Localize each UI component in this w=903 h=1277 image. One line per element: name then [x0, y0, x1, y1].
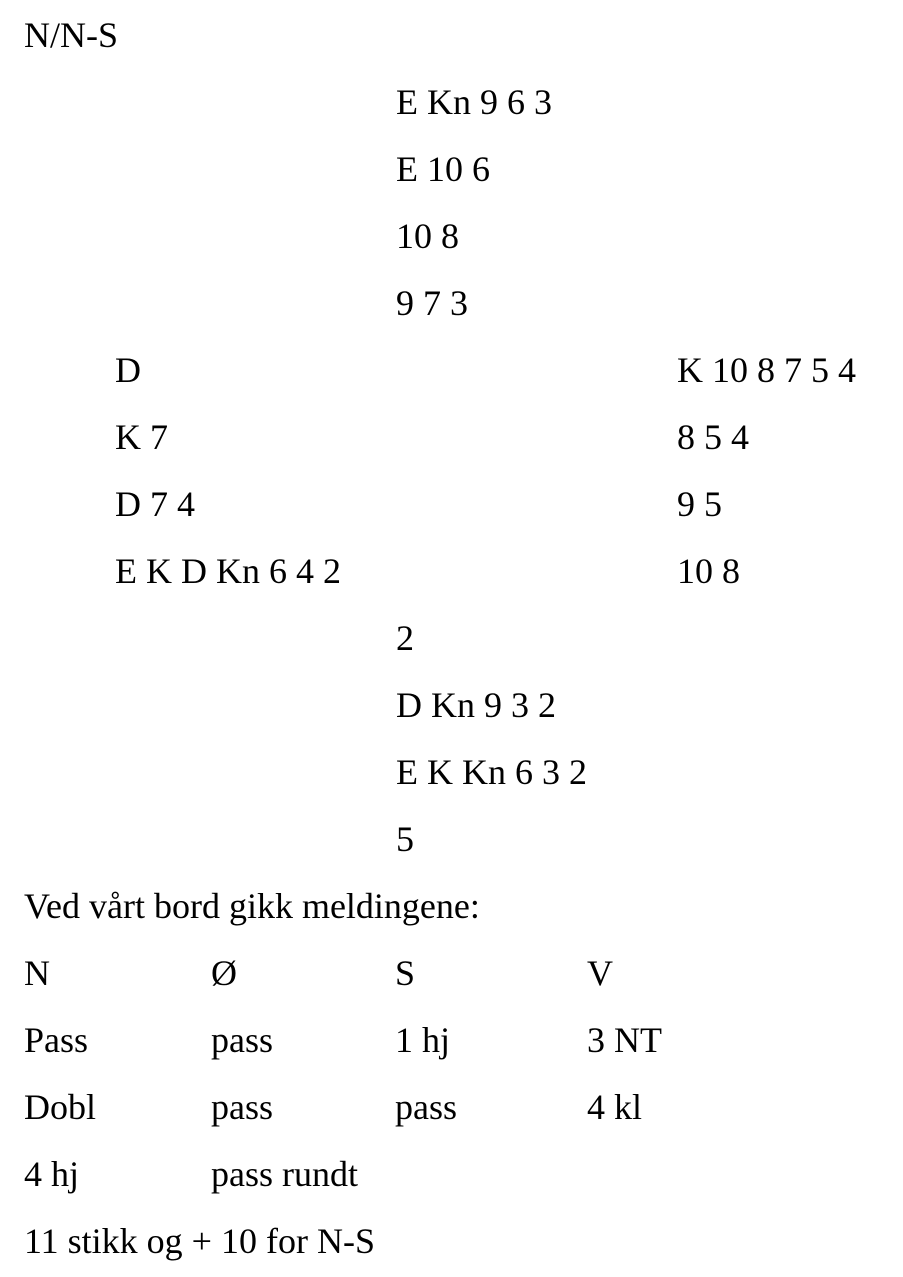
- auction-bid: Dobl: [24, 1087, 96, 1127]
- auction-header-east: Ø: [211, 953, 237, 993]
- west-clubs-line: E K D Kn 6 4 2: [115, 551, 341, 591]
- auction-row: [24, 1007, 903, 1074]
- auction-bid: pass: [211, 1020, 273, 1060]
- west-east-row: [0, 538, 903, 605]
- south-spades-line: 2: [396, 618, 414, 658]
- auction-bid: pass: [395, 1087, 457, 1127]
- south-diamonds-line: E K Kn 6 3 2: [396, 752, 587, 792]
- north-clubs-line: 9 7 3: [396, 283, 468, 323]
- auction-bid: Pass: [24, 1020, 89, 1060]
- auction-bid: 4 kl: [587, 1087, 643, 1127]
- south-hearts-line: D Kn 9 3 2: [396, 685, 556, 725]
- auction-bid: pass: [211, 1087, 273, 1127]
- west-hearts-line: K 7: [115, 417, 168, 457]
- auction-header-south: S: [395, 953, 416, 993]
- auction-header-row: [24, 940, 903, 1007]
- auction-header-north: N: [24, 953, 50, 993]
- result-line: 11 stikk og + 10 for N-S: [24, 1221, 375, 1261]
- north-hand: [0, 69, 903, 337]
- vulnerability-label: N/N-S: [24, 15, 119, 55]
- auction-bid: [395, 1141, 587, 1208]
- east-clubs-line: 10 8: [677, 551, 740, 591]
- auction-intro: Ved vårt bord gikk meldingene:: [24, 886, 480, 926]
- auction-bid: 1 hj: [395, 1020, 451, 1060]
- auction-header-west: V: [587, 953, 613, 993]
- auction-table: [0, 940, 903, 1208]
- east-diamonds-line: 9 5: [677, 484, 722, 524]
- south-clubs-line: 5: [396, 819, 414, 859]
- north-diamonds-line: 10 8: [396, 216, 459, 256]
- west-spades-line: D: [115, 350, 141, 390]
- west-east-row: [0, 471, 903, 538]
- south-hand: [0, 605, 903, 873]
- west-east-row: [0, 337, 903, 404]
- auction-bid: pass rundt: [211, 1154, 358, 1194]
- auction-row: [24, 1141, 903, 1208]
- north-hearts-line: E 10 6: [396, 149, 490, 189]
- west-east-hands: [0, 337, 903, 605]
- north-spades-line: E Kn 9 6 3: [396, 82, 552, 122]
- auction-bid: 3 NT: [587, 1020, 662, 1060]
- east-spades-line: K 10 8 7 5 4: [677, 350, 856, 390]
- auction-bid: 4 hj: [24, 1154, 80, 1194]
- west-east-row: [0, 404, 903, 471]
- east-hearts-line: 8 5 4: [677, 417, 749, 457]
- west-diamonds-line: D 7 4: [115, 484, 195, 524]
- auction-row: [24, 1074, 903, 1141]
- auction-bid: [587, 1141, 903, 1208]
